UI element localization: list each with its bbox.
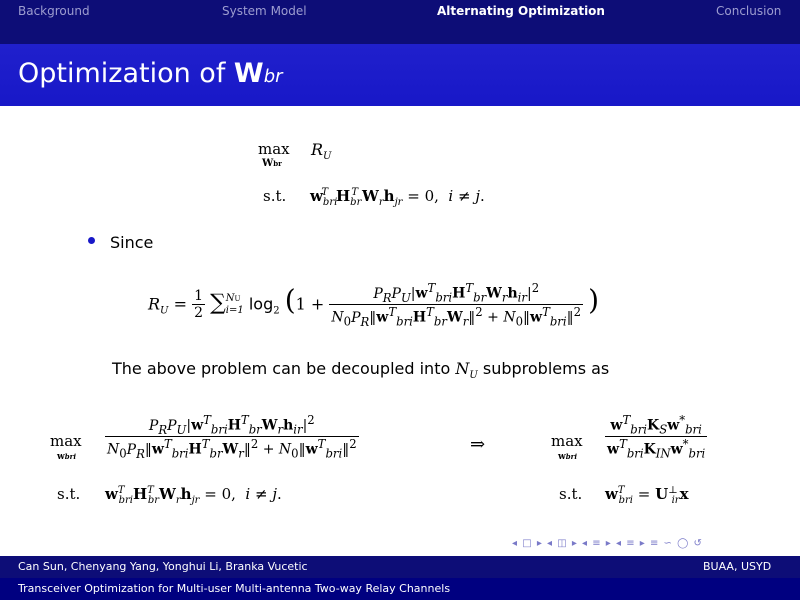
implication-arrow: ⇒ xyxy=(470,434,486,455)
right-constraint: $w^T_{bri} = U^\perp_{ir}x$ xyxy=(605,485,689,506)
decouple-text: The above problem can be decoupled into $N_U$ subproblems as xyxy=(112,359,610,381)
nav-conclusion[interactable]: Conclusion xyxy=(716,4,782,18)
right-max: max xyxy=(551,432,583,450)
nav-system-model[interactable]: System Model xyxy=(222,4,307,18)
frame-title: Optimization of Wbr xyxy=(18,58,283,89)
ru-equation: $R_U$ = $\frac{1}{2}$ ∑NU i=1 $\log_2 (1$ + $\frac{P_RP_U|w^T_{bri}H^T_{br}W_rh_{ir}|^2}{N_0P_R‖w^T_{bri}H^T_{br}W_r‖^2 + N_0‖w^T_{bri}‖^2}$ ) xyxy=(148,281,600,329)
footer-affiliation: BUAA, USYD xyxy=(703,560,772,573)
footer-talk-title: Transceiver Optimization for Multi-user Multi-antenna Two-way Relay Channels xyxy=(18,582,451,595)
nav-background[interactable]: Background xyxy=(18,4,90,18)
navigation-symbols[interactable]: ◂ □ ▸ ◂ ◫ ▸ ◂ ≡ ▸ ◂ ≡ ▸ ≡ ∽ ◯ ↺ xyxy=(512,538,703,549)
section-navigation xyxy=(0,0,800,22)
nav-alternating-optimization[interactable]: Alternating Optimization xyxy=(437,4,605,18)
problem-max-variable: Wbr xyxy=(262,158,282,169)
footer-title-bar xyxy=(0,578,800,600)
bullet-point xyxy=(88,237,95,244)
problem-max: max xyxy=(258,140,290,158)
footer-authors: Can Sun, Chenyang Yang, Yonghui Li, Branka Vucetic xyxy=(18,560,308,573)
frame-title-bar xyxy=(0,44,800,106)
right-max-variable: wbri xyxy=(558,452,577,462)
left-max: max xyxy=(50,432,82,450)
since-text: Since xyxy=(110,233,154,252)
right-objective: $\frac{w^T_{bri}K_Sw^*_{bri}}{w^T_{bri}K_{IN}w^*_{bri}}$ xyxy=(607,413,706,461)
left-st-label: s.t. xyxy=(57,485,81,503)
left-max-variable: wbri xyxy=(57,452,76,462)
right-st-label: s.t. xyxy=(559,485,583,503)
problem-st-label: s.t. xyxy=(263,187,287,205)
subsection-strip xyxy=(0,22,800,44)
left-constraint: $w^T_{bri}H^T_{br}W_rh_{jr} = 0$, i ≠ j. xyxy=(105,485,282,506)
left-objective: $\frac{P_RP_U|w^T_{bri}H^T_{br}W_rh_{ir}|^2}{N_0P_R‖w^T_{bri}H^T_{br}W_r‖^2 + N_0‖w^T_{bri}‖^2}$ xyxy=(107,413,357,461)
problem-objective: $R_U$ xyxy=(311,140,332,162)
problem-constraint: $w_{bri}^T$ $H_{br}^T$ $W_rh_{jr} = 0$, i ≠ j. xyxy=(310,187,485,208)
footer-author-bar xyxy=(0,556,800,578)
